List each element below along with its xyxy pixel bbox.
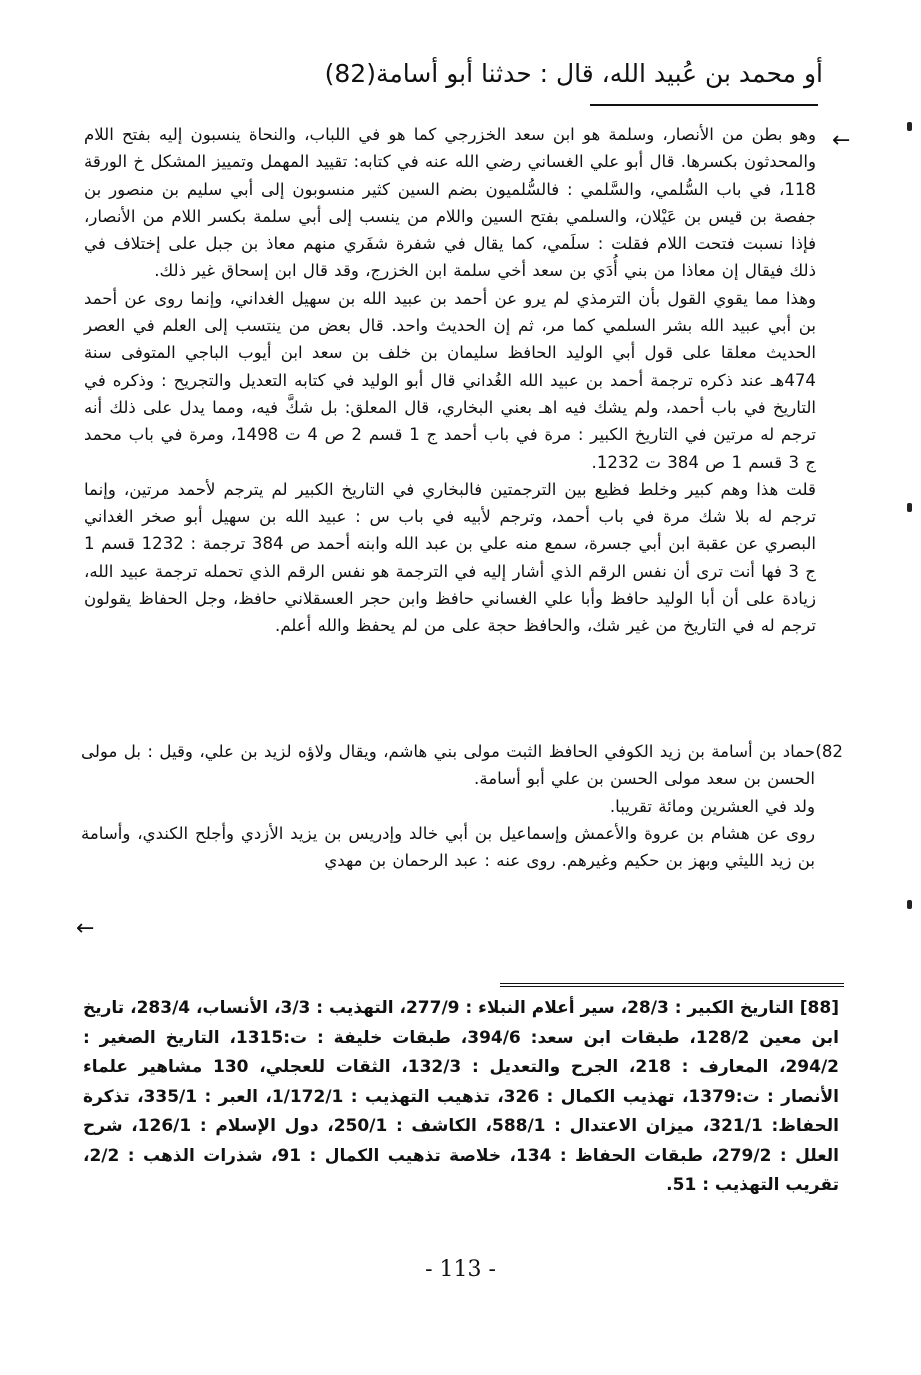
entry-82: [81, 738, 843, 874]
paragraph: قلت هذا وهم كبير وخلط فظيع بين الترجمتين فالبخاري في التاريخ الكبير لم يترجم لأحمد مرتين، وإنما ترجم له بلا شك مرة في باب أحمد، وترجم لأبيه في باب س : عبيد الله بن سهيل أبو صخر الغداني البصري عن عقبة ابن أبي جسرة، سمع منه علي بن عبد الله وابنه أحمد ص 384 ترجمة : 1232 قسم 1 ج 3 فها أنت ترى أن نفس الرقم الذي أشار إليه في الترجمة هو نفس الرقم الذي تحمله ترجمة عبيد الله، زيادة على أن أبا الوليد حافظ وأبا علي الغساني حافظ وابن حجر العسقلاني حافظ، وجل الحفاظ يقولون ترجم له في التاريخ من غير شك، والحافظ حجة على من لم يحفظ والله أعلم.: [84, 479, 816, 636]
footnote-divider: [500, 983, 844, 987]
scan-mark: [907, 122, 912, 131]
running-header: أو محمد بن عُبيد الله، قال : حدثنا أبو أسامة(82): [324, 59, 823, 88]
paragraph: حماد بن أسامة بن زيد الكوفي الحافظ الثبت مولى بني هاشم، ويقال ولاؤه لزيد بن علي، وقيل : بل مولى الحسن بن سعد مولى الحسن بن علي أبو أسامة.: [81, 742, 815, 789]
footnote-marker: [88]: [799, 998, 839, 1018]
page-number: - 113 -: [425, 1257, 496, 1282]
paragraph: ولد في العشرين ومائة تقريبا.: [609, 796, 815, 816]
header-rule: [590, 104, 818, 106]
continuation-arrow-icon: ←: [76, 916, 95, 941]
paragraph: وهو بطن من الأنصار، وسلمة هو ابن سعد الخزرجي كما هو في اللباب، والنحاة ينسبون إليه بفتح اللام والمحدثون بكسرها. قال أبو علي الغساني رضي الله عنه في كتابه: تقييد المهمل وتمييز المشكل خ الورقة 118، في باب السُّلمي، والسَّلمي : فالسُّلميون بضم السين كثير منسوبون إلى أبي سليم بن منصور بن جفصة بن قيس بن عَيْلان، والسلمي بفتح السين واللام من ينسب إلى أبي سلمة بكسر اللام من الأنصار، فإذا نسبت فتحت اللام فقلت : سلَمي، كما يقال في شفرة شفَري منهم معاذ بن جبل على إختلاف في ذلك فيقال إن معاذا من بني أُدَي بن سعد أخي سلمة ابن الخزرج، وقد قال ابن إسحاق غير ذلك.: [84, 125, 816, 281]
footnote: [83, 994, 839, 1201]
scan-mark: [907, 900, 912, 909]
scan-mark: [907, 503, 912, 512]
footnote-text: التاريخ الكبير : 28/3، سير أعلام النبلاء : 277/9، التهذيب : 3/3، الأنساب، 283/4، تاريخ ابن معين 128/2، طبقات ابن سعد: 394/6، طبقات خليفة : ت:1315، التاريخ الصغير : 294/2، المعارف : 218، الجرح والتعديل : 132/3، الثقات للعجلي، 130 مشاهير علماء الأنصار : ت:1379، تهذيب الكمال : 326، تذهيب التهذيب : 1/172/1، العبر : 335/1، تذكرة الحفاظ: 321/1، ميزان الاعتدال : 588/1، الكاشف : 250/1، دول الإسلام : 126/1، شرح العلل : 279/2، طبقات الحفاظ : 134، خلاصة تذهيب الكمال : 91، شذرات الذهب : 2/2، تقريب التهذيب : 51.: [83, 998, 839, 1195]
paragraph: وهذا مما يقوي القول بأن الترمذي لم يرو عن أحمد بن عبيد الله بن سهيل الغداني، وإنما روى عن أحمد بن أبي عبيد الله بشر السلمي كما مر، ثم إن الحديث واحد. قال بعض من ينتسب إلى العلم في العصر الحديث معلقا على قول أبي الوليد الحافظ سليمان بن خلف بن سعد ابن أيوب الباجي المتوفى سنة 474هـ عند ذكره ترجمة أحمد بن عبيد الله الغُداني قال أبو الوليد في كتابه التعديل والتجريح : وذكره في التاريخ في باب أحمد، ولم يشك فيه اهـ بعني البخاري، قال المعلق: بل شكَّ فيه، ومما يدل على ذلك أنه ترجم له مرتين في التاريخ الكبير : مرة في باب أحمد ج 1 قسم 2 ص 4 ت 1498، ومرة في باب محمد ج 3 قسم 1 ص 384 ت 1232.: [84, 288, 816, 472]
continuation-arrow-icon: ←: [832, 128, 851, 153]
main-text: [84, 121, 816, 640]
paragraph: روى عن هشام بن عروة والأعمش وإسماعيل بن أبي خالد وإدريس بن يزيد الأزدي وأجلح الكندي، وأسامة بن زيد الليثي وبهز بن حكيم وغيرهم. روى عنه : عبد الرحمان بن مهدي: [81, 823, 815, 871]
entry-number: 82): [815, 742, 843, 761]
